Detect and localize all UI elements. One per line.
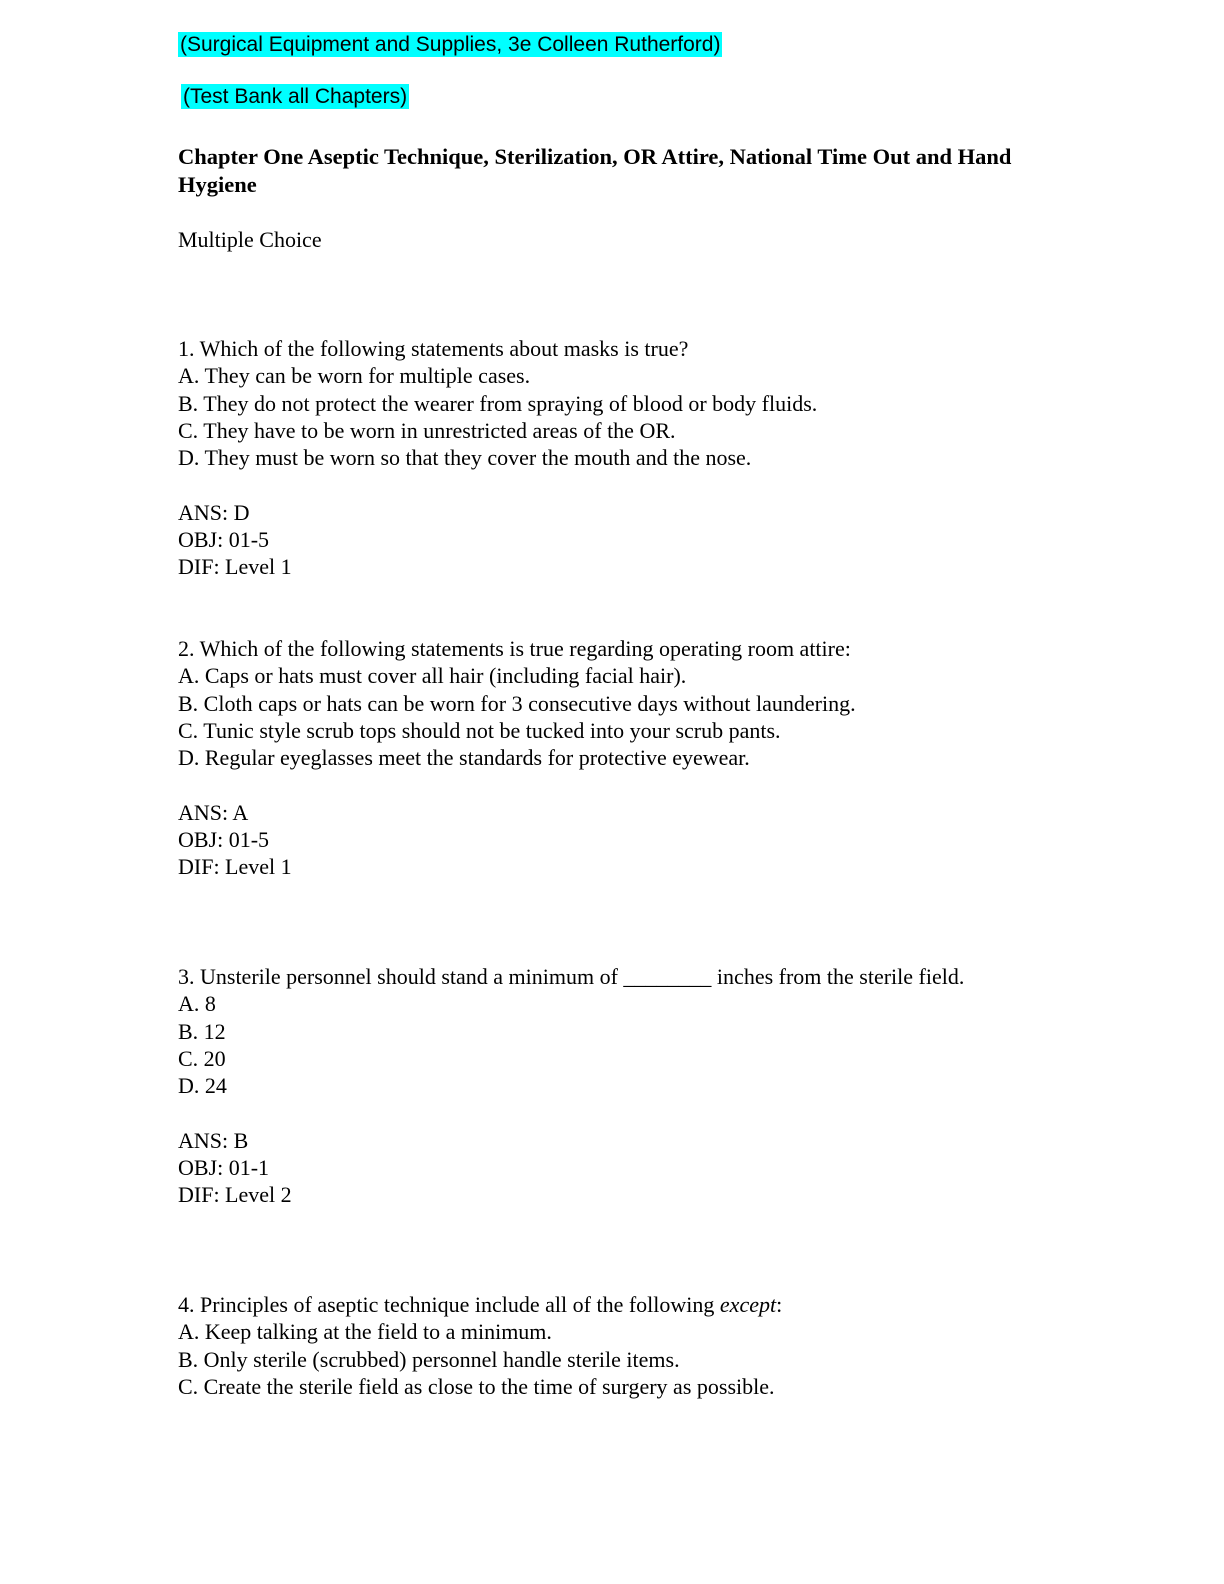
chapter-title: Chapter One Aseptic Technique, Sterilization, OR Attire, National Time Out and Hand Hygiene [178,144,1012,197]
question-3 [178,963,1078,1209]
stem-text: 4. Principles of aseptic technique include all of the following [178,1292,720,1317]
answer-option: C. 20 [178,1045,226,1071]
answer-option: C. Tunic style scrub tops should not be tucked into your scrub pants. [178,717,781,743]
question-stem: 2. Which of the following statements is true regarding operating room attire: [178,636,851,661]
difficulty: DIF: Level 1 [178,854,292,880]
answer-option: D. They must be worn so that they cover the mouth and the nose. [178,445,752,471]
difficulty: DIF: Level 2 [178,1182,292,1208]
answer-option: B. Cloth caps or hats can be worn for 3 consecutive days without laundering. [178,690,856,716]
question-stem: 3. Unsterile personnel should stand a minimum of ________ inches from the sterile field. [178,964,965,989]
answer-key: ANS: D [178,499,250,525]
answer-option: C. They have to be worn in unrestricted areas of the OR. [178,417,676,443]
answer-option: B. 12 [178,1018,226,1044]
answer-key: ANS: B [178,1127,249,1153]
objective: OBJ: 01-5 [178,827,270,853]
stem-suffix: : [776,1292,783,1317]
answer-key: ANS: A [178,799,249,825]
answer-option: B. Only sterile (scrubbed) personnel handle sterile items. [178,1346,680,1372]
answer-option: C. Create the sterile field as close to the time of surgery as possible. [178,1373,775,1399]
section-label: Multiple Choice [178,227,322,252]
question-4 [178,1291,1078,1400]
objective: OBJ: 01-1 [178,1155,270,1181]
objective: OBJ: 01-5 [178,527,270,553]
question-1 [178,335,1078,581]
test-bank-highlight: (Test Bank all Chapters) [183,85,408,108]
answer-option: D. Regular eyeglasses meet the standards for protective eyewear. [178,745,750,771]
difficulty: DIF: Level 1 [178,554,292,580]
book-title-highlight: (Surgical Equipment and Supplies, 3e Colleen Rutherford) [180,33,721,56]
answer-option: A. Caps or hats must cover all hair (including facial hair). [178,663,687,689]
stem-emphasis: except [719,1292,777,1317]
answer-option: A. They can be worn for multiple cases. [178,363,531,389]
question-stem: 1. Which of the following statements about masks is true? [178,336,689,361]
answer-option: D. 24 [178,1073,227,1099]
question-2 [178,635,1078,881]
question-stem [178,1291,1078,1318]
answer-option: A. 8 [178,991,216,1017]
answer-option: A. Keep talking at the field to a minimum. [178,1319,552,1345]
answer-option: B. They do not protect the wearer from spraying of blood or body fluids. [178,390,818,416]
